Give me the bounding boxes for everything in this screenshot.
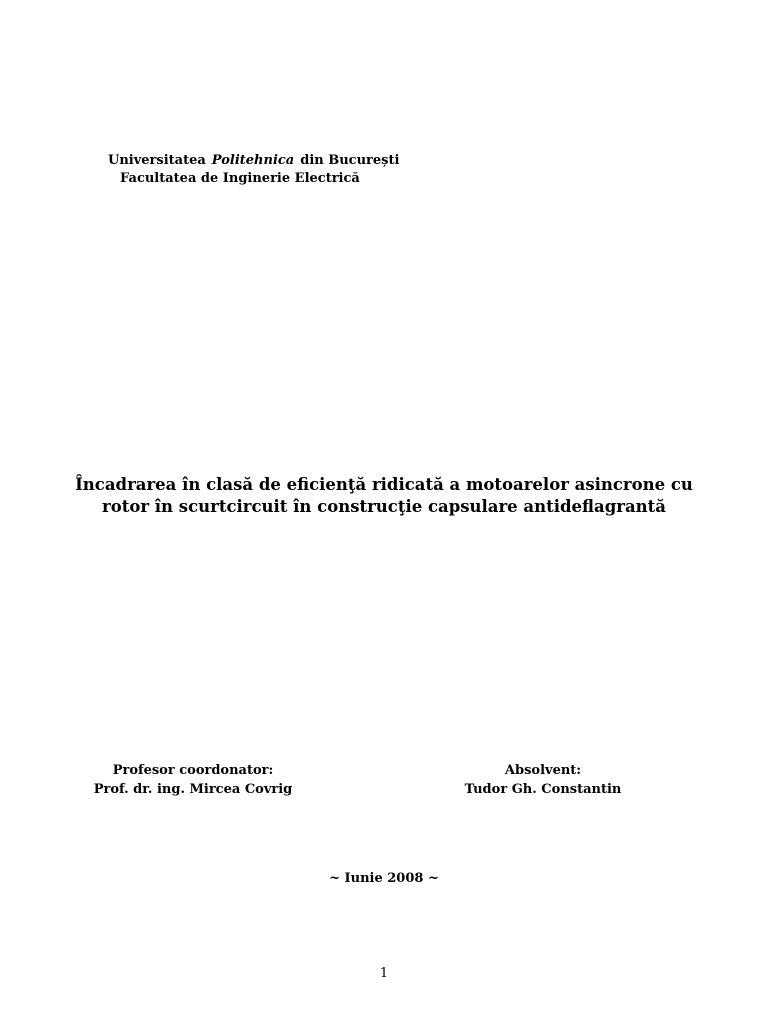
- coordinator-label: Profesor coordonator:: [112, 763, 274, 778]
- university-line: [108, 153, 399, 168]
- thesis-title: [40, 474, 728, 518]
- graduate-label: Absolvent:: [504, 763, 582, 778]
- page-number: 1: [379, 966, 389, 981]
- university-name-italic: Politehnica: [211, 153, 295, 168]
- thesis-date: ~ Iunie 2008 ~: [329, 871, 439, 886]
- university-suffix: din București: [300, 153, 400, 168]
- thesis-title-line-1: Încadrarea în clasă de eficienţă ridicată a motoarelor asincrone cu: [75, 475, 693, 494]
- coordinator-block: [80, 761, 306, 799]
- thesis-title-line-2: rotor în scurtcircuit în construcţie capsulare antideflagrantă: [102, 497, 666, 516]
- coordinator-name: Prof. dr. ing. Mircea Covrig: [93, 782, 293, 797]
- university-prefix: Universitatea: [108, 153, 206, 168]
- graduate-block: [438, 761, 648, 799]
- graduate-name: Tudor Gh. Constantin: [464, 782, 622, 797]
- faculty-line: Facultatea de Inginerie Electrică: [120, 171, 360, 186]
